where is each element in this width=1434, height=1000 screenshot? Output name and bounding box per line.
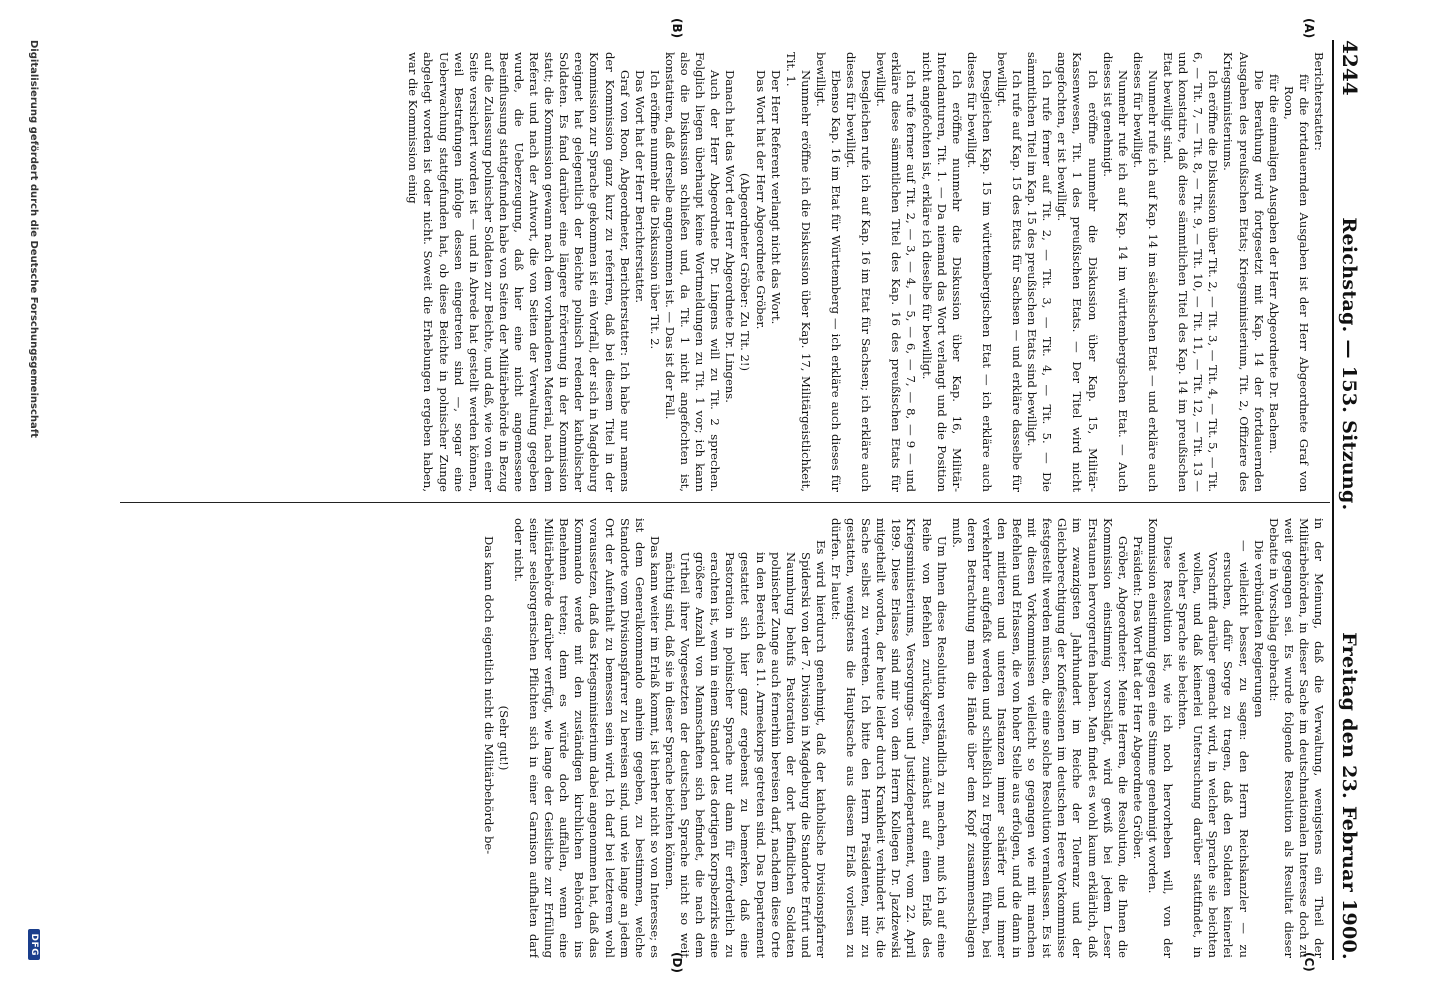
margin-marker-c: (C) [1302, 952, 1316, 972]
paragraph: Ich eröffne nunmehr die Diskussion über Kap. 16, Militär-Intendanturen, Tit. 1. — Da niemand das Wort verlangt und die Position nicht angefochten ist, erkläre ich dieselbe für bewilligt. [919, 52, 964, 492]
paragraph: Es wird hierdurch genehmigt, daß der katholische Divisionspfarrer Spiderski von der 7. Division in Magdeburg die Standorte Erfurt und Naumburg behufs Pastoration der dort befindlichen Soldaten polnischer Zunge auch fernerhin bereisen darf, nachdem diese Orte in den Bereich des 11. Armeekorps getreten sind. Das Departement gestattet sich hier ganz ergebenst zu bemerken, daß eine Pastoration in polnischer Sprache nur dann für erforderlich zu erachten ist, wenn in einem Standort des dortigen Korpsbezirks eine größere Anzahl von Mannschaften sich befindet, die nach dem Urtheil ihrer Vorgesetzten der deutschen Sprache nicht so weit mächtig sind, daß sie in dieser Sprache beichten können. [662, 540, 828, 958]
paragraph: Desgleichen rufe ich auf Kap. 16 im Etat für Sachsen; ich erkläre auch dieses für bewilligt. [844, 52, 874, 492]
paragraph: Ich rufe auf Kap. 15 des Etats für Sachsen — und erkläre dasselbe für bewilligt. [995, 52, 1025, 492]
paragraph: Um Ihnen diese Resolution verständlich zu machen, muß ich auf eine Reihe von Befehlen zurückgreifen, zunächst auf einen Erlaß des Kriegsministeriums, Versorgungs- und Justizdepartement, vom 22. April 1899. Diese Erlasse sind mir von dem Herrn Kollegen Dr. Jazdzewski mitgetheilt worden, der heute leider durch Krankheit verhindert ist, die Sache selbst zu vertreten. Ich bitte den Herrn Präsidenten, mir zu gestatten, wenigstens die Hauptsache aus diesem Erlaß vorlesen zu dürfen. Er lautet: [829, 518, 949, 958]
dfg-logo: DFG [28, 929, 40, 960]
paragraph: Die verbündeten Regierungen [1251, 540, 1266, 718]
paragraph: Ich eröffne nunmehr die Diskussion über Tit. 2. [647, 70, 662, 350]
header-rule [1332, 40, 1334, 960]
paragraph: Ich rufe ferner auf Tit. 2, — Tit. 3, — Tit. 4, — Tit. 5. — Die sämmtlichen Titel im Kap. 15 des preußischen Etats sind bewilligt. [1025, 52, 1055, 492]
paragraph: Das kann doch eigentlich nicht die Militärbehörde be- [481, 536, 496, 855]
paragraph: für die fortdauernden Ausgaben ist der Herr Abgeordnete Graf von Roon, [1281, 74, 1311, 492]
paragraph: Auch der Herr Abgeordnete Dr. Lingens will zu Tit. 2 sprechen. Folglich liegen überhaupt keine Wortmeldungen zu Tit. 1 vor; ich kann also die Diskussion schließen und, da Tit. 1 nicht angefochten ist, konstatiren, daß derselbe angenommen ist. — Das ist der Fall. [662, 52, 723, 492]
credit-text: Digitalisierung gefördert durch die Deutsche Forschungsgemeinschaft [28, 40, 40, 438]
left-column [120, 52, 1326, 492]
paragraph: Präsident: Das Wort hat der Herr Abgeordnete Gröber. [1130, 536, 1145, 860]
paragraph: Diese Resolution ist, wie ich noch hervorheben will, von der Kommission einstimmig gegen eine Stimme genehmigt worden. [1145, 518, 1176, 958]
paragraph: Desgleichen Kap. 15 im württembergischen Etat — ich erkläre auch dieses für bewilligt. [964, 52, 994, 492]
paragraph: Die Berathung wird fortgesetzt mit Kap. 14 der fortdauernden Ausgaben des preußischen Etats; Kriegsministerium, Tit. 2, Offiziere des Kriegsministeriums. [1221, 52, 1266, 492]
paragraph: Ebenso Kap. 16 im Etat für Württemberg — ich erkläre auch dieses für bewilligt. [813, 52, 843, 492]
paragraph: Nunmehr rufe ich auf Kap. 14 im sächsischen Etat — und erkläre auch dieses für bewilligt. [1130, 52, 1160, 492]
column-divider [120, 502, 1330, 503]
paragraph: Das Wort hat der Herr Berichterstatter. [632, 70, 647, 304]
running-title: Reichstag. — 153. Sitzung. [1338, 217, 1360, 511]
paragraph: Gröber, Abgeordneter: Meine Herren, die Resolution, die Ihnen die Kommission einstimmig vorschlägt, wird gewiß bei jedem Leser Erstaunen hervorgerufen haben. Man findet es wohl kaum erklärlich, daß im zwanzigsten Jahrhundert im Reiche der Toleranz und der Gleichberechtigung der Konfessionen im deutschen Heere Vorkommnisse festgestellt werden müssen, die eine solche Resolution veranlassen. Es ist mit diesen Vorkommnissen vielleicht so gegangen wie mit manchen Befehlen und Erlassen, die von hoher Stelle aus erfolgen, und die dann in den mittleren und unteren Instanzen immer schärfer und immer verkehrter aufgefaßt werden und schließlich zu Ergebnissen führen, bei deren Betrachtung man die Hände über dem Kopf zusammenschlagen muß. [949, 518, 1130, 958]
page-number: 4244 [1338, 40, 1362, 96]
paragraph: (Sehr gut!) [496, 705, 511, 771]
paragraph: — vielleicht besser, zu sagen: den Herrn Reichskanzler — zu ersuchen, dafür Sorge zu tragen, daß den Soldaten keinerlei Vorschrift darüber gemacht wird, in welcher Sprache sie beichten wollen, und daß keinerlei Untersuchung darüber stattfindet, in welcher Sprache sie beichten. [1176, 540, 1251, 958]
paragraph: (Abgeordneter Gröber: Zu Tit. 2!) [738, 172, 753, 372]
paragraph: Ich rufe ferner auf Tit. 2, — 3, — 4, — 5, — 6, — 7, — 8, — 9 — und erkläre diese sämmtlichen Titel des Kap. 16 des preußischen Etats für bewilligt. [874, 52, 919, 492]
digitization-credit [24, 40, 44, 960]
paragraph: in der Meinung, daß die Verwaltung, wenigstens ein Theil der Militärbehörden, in dieser Sache im deutschnationalen Interesse doch zu weit gegangen sei. Es wurde folgende Resolution als Resultat dieser Debatte in Vorschlag gebracht: [1266, 518, 1326, 958]
paragraph: Graf von Roon, Abgeordneter, Berichterstatter: Ich habe nur namens der Kommission ganz kurz zu referiren, daß bei diesem Titel in der Kommission zur Sprache gekommen ist ein Vorfall, der sich in Magdeburg ereignet hat gelegentlich der Beichte polnisch redender katholischer Soldaten. Es fand darüber eine längere Erörterung in der Kommission statt; die Kommission gewann nach dem vorhandenen Material, nach dem Referat und nach der Antwort, die von Seiten der Verwaltung gegeben wurde, die Ueberzeugung, daß hier eine nicht angemessene Beeinflussung stattgefunden habe von Seiten der Militärbehörde in Bezug auf die Zulassung polnischer Soldaten zur Beichte, und daß, wie von einer Seite versichert worden ist — und in Abrede hat gestellt werden können, weil Bestrafungen infolge dessen eingetreten sind —, sogar eine Ueberwachung stattgefunden hat, ob diese Beichte in polnischer Zunge abgelegt worden ist oder nicht. Soweit die Erhebungen ergeben haben, war die Kommission einig [406, 52, 632, 492]
paragraph: Nunmehr rufe ich auf Kap. 14 im württembergischen Etat. — Auch dieses ist genehmigt. [1100, 52, 1130, 492]
right-column [120, 518, 1326, 958]
margin-marker-b: (B) [670, 18, 684, 39]
page-header [1338, 40, 1372, 960]
paragraph: Das Wort hat der Herr Abgeordnete Gröber. [753, 70, 768, 330]
paragraph: Danach hat das Wort der Herr Abgeordnete Dr. Lingens. [723, 70, 738, 403]
paragraph: Ich eröffne die Diskussion über Tit. 2, — Tit. 3, — Tit. 4, — Tit. 5, — Tit. 6, — Tit. 7, — Tit. 8, — Tit. 9, — Tit. 10, — Tit. 11, — Tit. 12, — Tit. 13 — und konstatire, daß diese sämmtlichen Titel des Kap. 14 im preußischen Etat bewilligt sind. [1161, 52, 1221, 492]
paragraph: Nunmehr eröffne ich die Diskussion über Kap. 17, Militärgeistlichkeit, Tit. 1. [783, 52, 813, 492]
paragraph: Der Herr Referent verlangt nicht das Wort. [768, 70, 783, 325]
margin-marker-a: (A) [1302, 18, 1316, 39]
paragraph: für die einmaligen Ausgaben der Herr Abgeordnete Dr. Bachem. [1266, 74, 1281, 454]
paragraph: Berichterstatter: [1312, 52, 1326, 151]
margin-marker-d: (D) [670, 952, 684, 973]
paragraph: Das kann weiter im Erlaß kommt, ist hierher nicht so von Interesse; es ist dem Generalkommando anheim gegeben, zu bestimmen, welche Standorte vom Divisionspfarrer zu bereisen sind, und wie lange an jedem Ort der Aufenthalt zu bemessen sein wird. Ich darf bei letzterem wohl voraussetzen, daß das Kriegsministerium dabei angenommen hat, daß das Kommando werde mit den zuständigen kirchlichen Behörden ins Benehmen treten; denn es würde doch auffallen, wenn eine Militärbehörde darüber verfügt, wie lange der Geistliche zur Erfüllung seiner seelsorgerischen Pflichten sich in einer Garnison aufhalten darf oder nicht. [512, 518, 662, 958]
session-date: Freitag den 23. Februar 1900. [1338, 632, 1360, 960]
paragraph: Ich eröffne nunmehr die Diskussion über Kap. 15, Militär-Kassenwesen, Tit. 1 des preußischen Etats. — Der Titel wird nicht angefochten, er ist bewilligt. [1055, 52, 1100, 492]
